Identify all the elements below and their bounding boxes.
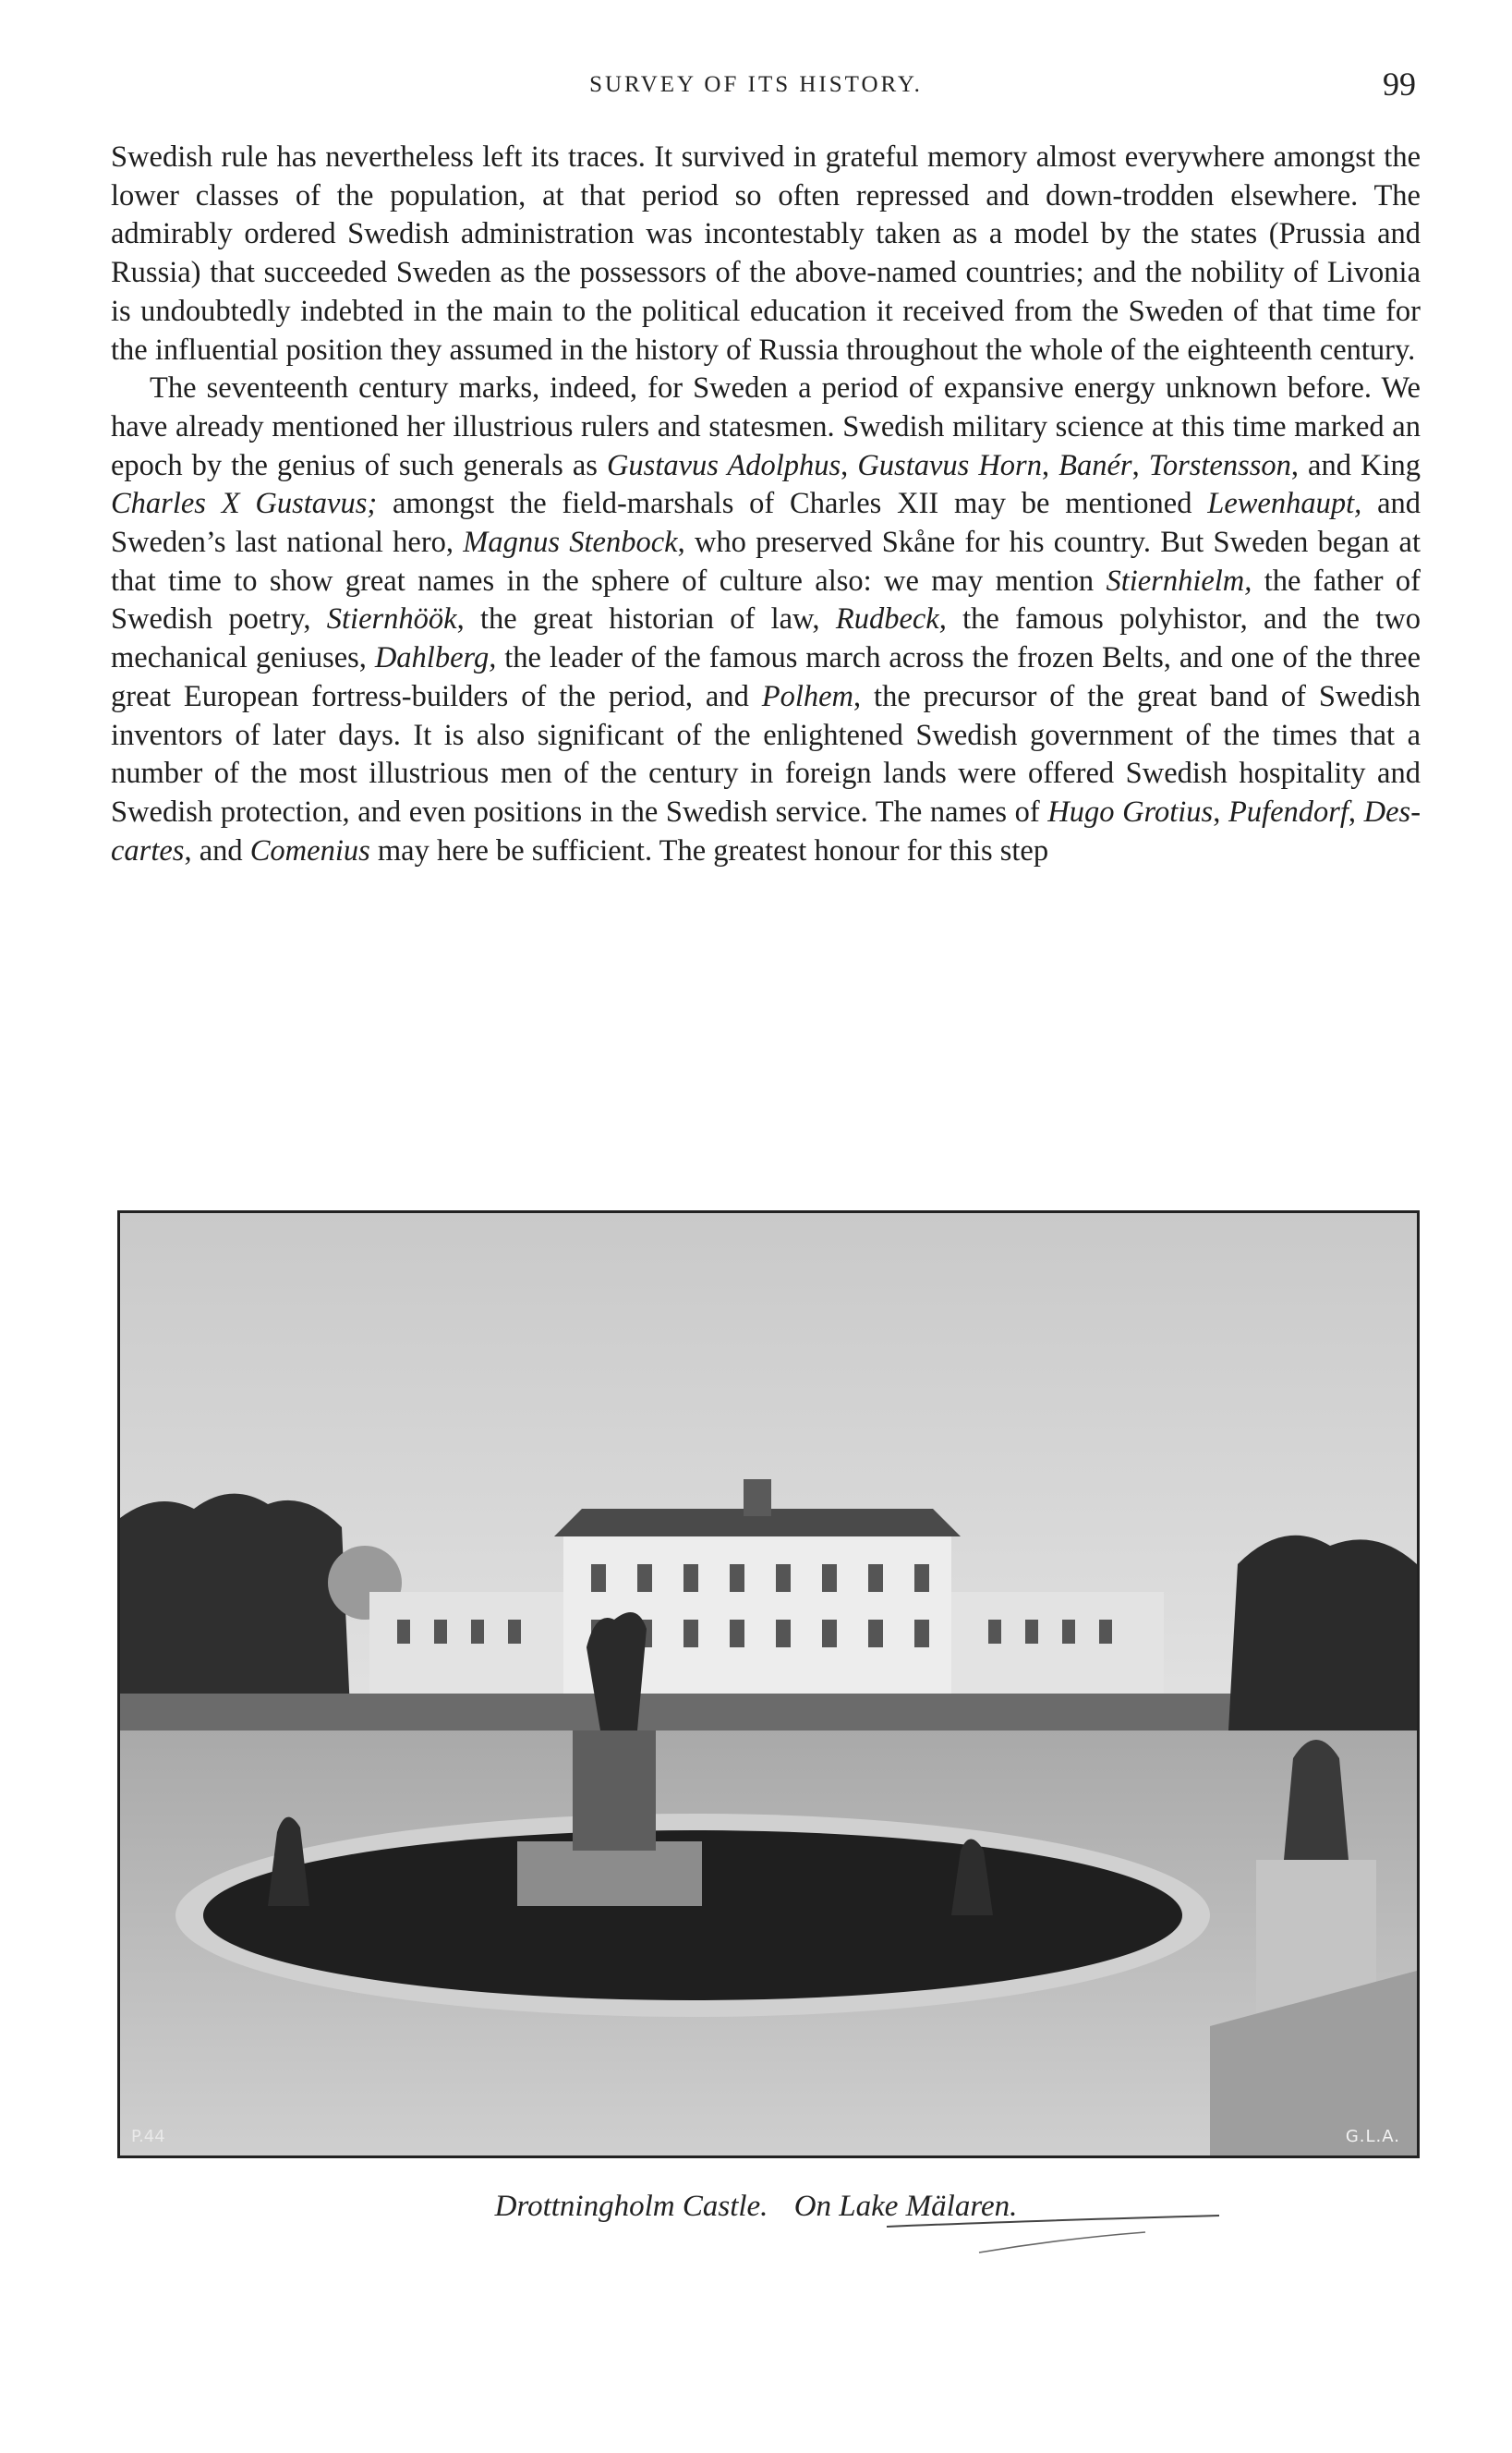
page-number: 99 [1383,66,1416,103]
italic-name: Polhem [761,679,854,713]
italic-name: Stiernhöök [326,602,457,637]
text-run: , [1348,795,1364,829]
italic-name: Lewenhaupt, [1207,487,1362,521]
italic-name: Rudbeck, [835,602,947,637]
italic-name: Descartes [111,795,1421,868]
text-run: , [1213,795,1228,829]
italic-name: Torstensson [1148,448,1291,482]
palace-tower [744,1479,771,1516]
plate-mark-left: P.44 [131,2127,165,2146]
right-trees [1228,1536,1417,1730]
italic-name: Gustavus Horn [857,448,1042,482]
italic-name: Charles X Gustavus; [111,487,378,521]
running-head [0,65,1512,111]
italic-name: Magnus Stenbock [463,526,678,560]
text-run: may here be sufficient. The greatest honour for this step [369,833,1049,868]
text-run: and Sweden’s last national hero, [111,487,1421,560]
caption-title: Drottningholm Castle. [494,2190,768,2223]
photo-illustration [120,1213,1417,2155]
caption-location: On Lake Mälaren. [793,2190,1018,2223]
text-run: Swedish rule has nevertheless left its traces. It survived in grateful memory almost everywhere amongst the lower classes of the population, at that period so often repressed and down-trodden elsewhere. The admirably ordered Swedish administration was incontestably taken as a model by the states (Prussia and Russia) that succeeded Sweden as the possessors of the above-named countries; and the nobility of Livonia is undoubtedly indebted in the main to the political education it received from the Sweden of that time for the influential position they assumed in the history of Russia throughout the whole of the eighteenth century. [111,140,1421,367]
fountain-pedestal [573,1730,656,1851]
palace-wing-right [951,1592,1164,1703]
paragraph-2 [111,370,1421,870]
paragraph-1 [111,139,1421,370]
text-run: , [1041,448,1059,482]
italic-name: Gustavus Adolphus [606,448,841,482]
text-run: , and King [1290,448,1421,482]
italic-name: Banér [1058,448,1132,482]
figure-caption [0,2190,1512,2224]
castle-photograph [117,1210,1420,2158]
italic-name: Pufendorf [1228,795,1349,829]
text-run: , who preserved Skåne for his country. But Sweden began at that time to show great names in the sphere of culture also: we may mention [111,526,1421,598]
italic-name: Dahlberg, [374,641,497,675]
text-run: The seventeenth century marks, indeed, for Sweden a period of expansive energy unknown before. We have already mentioned her illustrious rulers and statesmen. Swedish military science at this time marked an epoch by the genius of such generals as [111,371,1421,482]
text-run: , the great historian of law, [456,602,836,637]
text-run: , [841,448,858,482]
text-run: , and [184,833,250,868]
fountain-base [517,1841,702,1906]
italic-name: Comenius [249,833,370,868]
text-run: amongst the field-marshals of Charles XII may be mentioned [377,487,1208,521]
text-run: the famous polyhistor, and the two mechanical geniuses, [111,602,1421,675]
hedge [120,1694,1417,1730]
statue-far-right [1284,1740,1349,1860]
running-title: SURVEY OF ITS HISTORY. [589,72,923,97]
caption-flourish-decoration [831,2197,1247,2271]
text-run: the leader of the famous march across the frozen Belts, and one of the three great European fortress-builders of the period, and [111,641,1421,713]
italic-name: Hugo Grotius [1047,795,1214,829]
text-run: , the precursor of the great band of Swedish inventors of later days. It is also significant of the enlightened Swedish government of the times that a number of the most illustrious men of the century in foreign lands were offered Swedish hospitality and Swedish protection, and even positions in the Swedish service. The names of [111,679,1421,829]
text-run: the father of Swedish poetry, [111,564,1421,637]
text-run: , [1131,448,1149,482]
body-text [111,139,1421,870]
italic-name: Stiernhielm, [1106,564,1252,598]
plate-mark-right: G.L.A. [1345,2127,1400,2146]
palace-wing-left [369,1592,573,1703]
